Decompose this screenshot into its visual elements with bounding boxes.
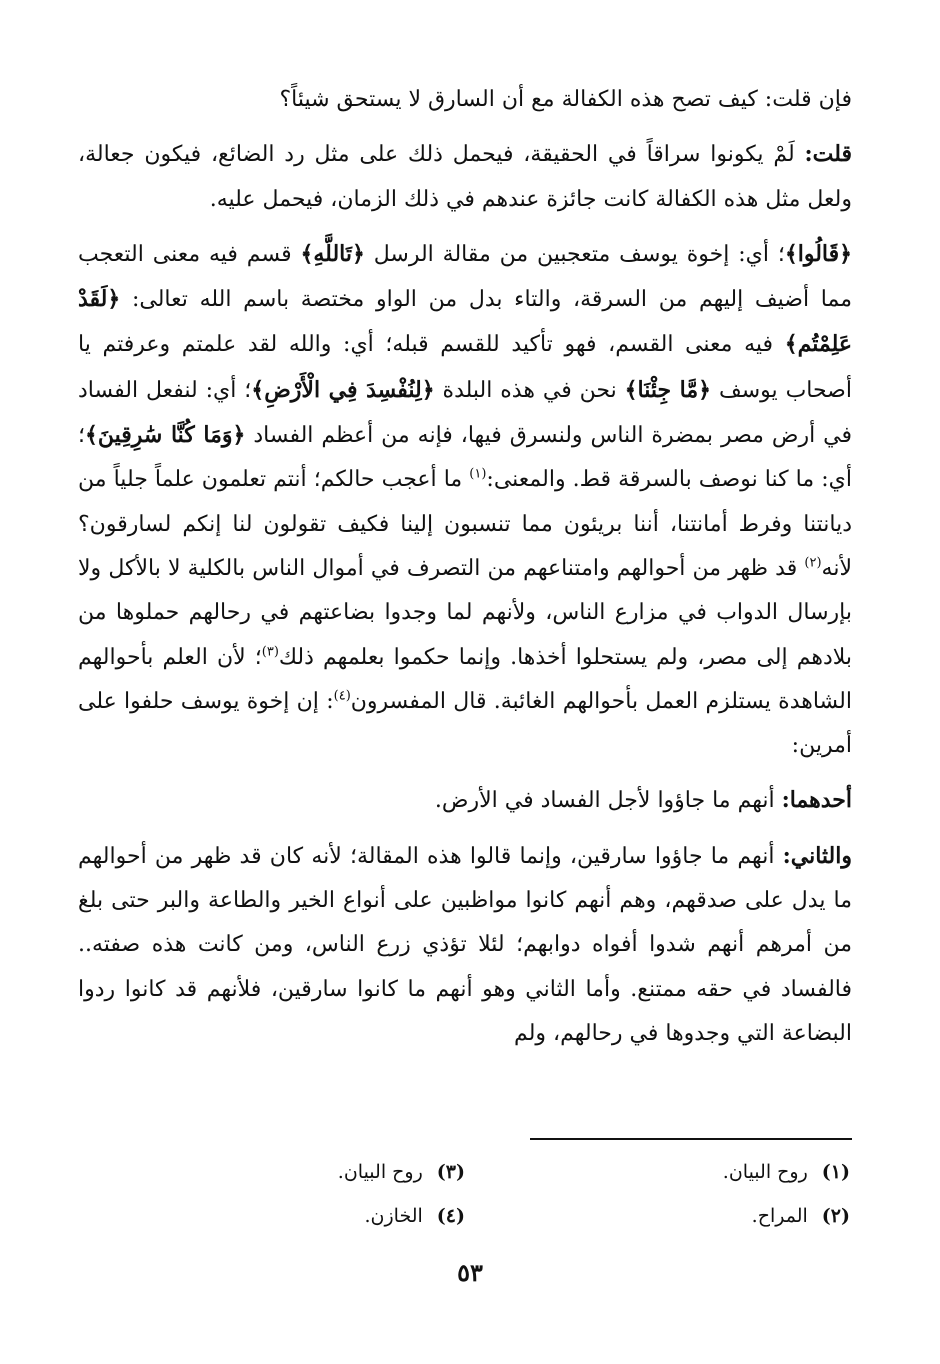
footnote-row xyxy=(80,1150,850,1194)
first-text: أنهم ما جاؤوا لأجل الفساد في الأرض. xyxy=(434,788,782,814)
footnote-4 xyxy=(80,1194,465,1238)
quran-quote: ﴿تَاللَّهِ﴾ xyxy=(300,240,365,267)
footnote-2 xyxy=(465,1194,850,1238)
quran-quote: ﴿وَمَا كُنَّا سَٰرِقِينَ﴾ xyxy=(85,422,246,449)
commentary-text: نحن في هذه البلدة xyxy=(434,377,625,403)
paragraph-commentary xyxy=(78,232,852,769)
footnote-divider xyxy=(530,1138,852,1140)
commentary-text: : إن إخوة يوسف حلفوا على أمرين: xyxy=(78,688,852,759)
second-text: أنهم ما جاؤوا سارقين، وإنما قالوا هذه المقالة؛ لأنه كان قد ظهر من أحوالهم ما يدل على صدقهم، وهم أنهم كانوا مواظبين على أنواع الخير والطاعة والبر حتى بلغ من أمرهم أنهم شدوا أفواه دوابهم؛ لئلا تؤذي زرع الناس، ومن كانت هذه صفته.. فالفساد في حقه ممتنع. وأما الثاني وهو أنهم ما كانوا سارقين، فلأنهم قد كانوا ردوا البضاعة التي وجدوها في رحالهم، ولم xyxy=(78,843,852,1046)
question-text: فإن قلت: كيف تصح هذه الكفالة مع أن السارق لا يستحق شيئاً؟ xyxy=(279,87,852,112)
footnote-marker: (٣) xyxy=(261,644,279,660)
footnotes xyxy=(80,1150,850,1238)
footnote-number: (٢) xyxy=(821,1205,850,1227)
footnote-number: (٤) xyxy=(436,1205,465,1227)
commentary-text: فيه معنى القسم، فهو تأكيد للقسم قبله؛ أي: والله لقد علمتم وعرفتم يا أصحاب يوسف xyxy=(78,332,852,403)
paragraph-first xyxy=(78,778,852,823)
footnote-number: (٣) xyxy=(436,1161,465,1183)
footnote-text: روح البيان. xyxy=(722,1161,808,1183)
quran-quote: ﴿مَّا جِئْنَا﴾ xyxy=(624,376,712,403)
paragraph-answer xyxy=(78,132,852,222)
footnote-text: روح البيان. xyxy=(337,1161,423,1183)
commentary-text: ما أعجب حالكم؛ أنتم تعلمون علماً جلياً من ديانتنا وفرط أمانتنا، أننا بريئون مما تنسبون إلينا فكيف تقولون لنا إنكم لسارقون؟ لأنه xyxy=(78,467,852,581)
footnote-row xyxy=(80,1194,850,1238)
paragraph-second xyxy=(78,834,852,1056)
footnote-1 xyxy=(465,1150,850,1194)
paragraph-question xyxy=(78,78,852,122)
footnote-3 xyxy=(80,1150,465,1194)
answer-lead: قلت: xyxy=(804,141,852,168)
footnote-number: (١) xyxy=(821,1161,850,1183)
body-text xyxy=(78,78,852,1056)
quran-quote: ﴿قَالُوا﴾ xyxy=(784,240,853,267)
footnote-text: الخازن. xyxy=(364,1205,423,1227)
second-lead: والثاني: xyxy=(782,842,852,869)
answer-text: لَمْ يكونوا سراقاً في الحقيقة، فيحمل ذلك على مثل رد الضائع، فيكون جعالة، ولعل مثل هذه الكفالة كانت جائزة عندهم في ذلك الزمان، فيحمل عليه. xyxy=(78,142,852,212)
footnote-text: المراح. xyxy=(751,1205,808,1227)
footnote-marker: (٤) xyxy=(333,688,351,704)
quran-quote: ﴿لَقَدْ عَلِمْتُم﴾ xyxy=(78,286,852,358)
page-number: ٥٣ xyxy=(457,1258,483,1287)
commentary-text: ؛ أي: لنفعل الفساد في أرض مصر بمضرة الناس ولنسرق فيها، فإنه من أعظم الفساد xyxy=(78,377,852,449)
quran-quote: ﴿لِنُفْسِدَ فِي الْأَرْضِ﴾ xyxy=(251,376,435,403)
commentary-text: ؛ أي: إخوة يوسف متعجبين من مقالة الرسل xyxy=(364,241,785,267)
footnote-marker: (٢) xyxy=(804,555,822,571)
commentary-text: قسم فيه معنى التعجب مما أضيف إليهم من السرقة، والتاء بدل من الواو مختصة باسم الله تعالى: xyxy=(78,241,852,313)
commentary-text: قد ظهر من أحوالهم وامتناعهم من التصرف في أموال الناس بالكلية لا بالأكل ولا بإرسال الدواب في مزارع الناس، ولأنهم لما وجدوا بضاعتهم في رحالهم حملوها من بلادهم إلى مصر، ولم يستحلوا أخذها. وإنما حكموا بعلمهم ذلك xyxy=(78,555,852,670)
commentary-text: ؛ أي: ما كنا نوصف بالسرقة قط. والمعنى: xyxy=(78,423,852,493)
first-lead: أحدهما: xyxy=(781,787,852,814)
footnote-marker: (١) xyxy=(469,467,487,483)
commentary-text: ؛ لأن العلم بأحوالهم الشاهدة يستلزم العمل بأحوالهم الغائبة. قال المفسرون xyxy=(78,644,852,714)
